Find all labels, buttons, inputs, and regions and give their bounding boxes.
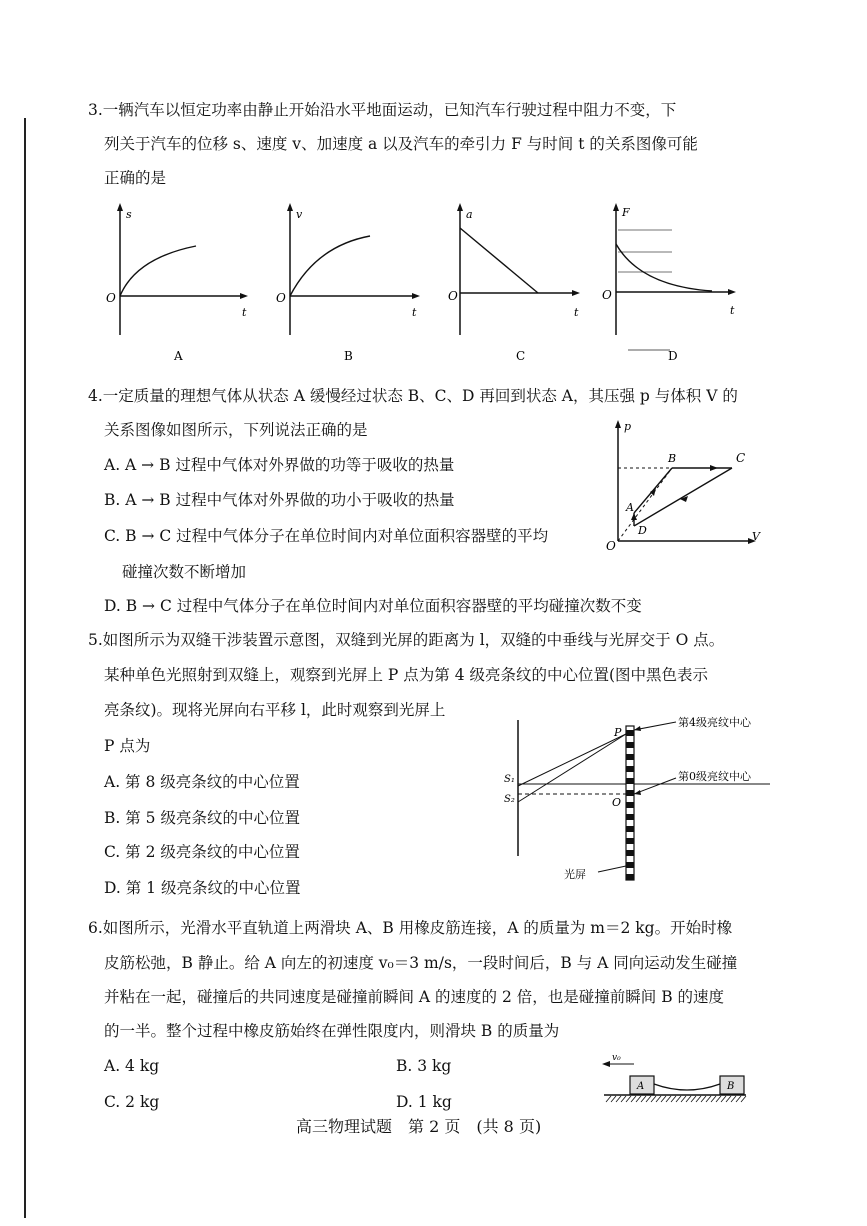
q5-label-4th: 第4级亮纹中心	[678, 716, 751, 729]
hatch-mark	[696, 1096, 701, 1102]
hatch-mark	[671, 1096, 676, 1102]
hatch-mark	[716, 1096, 721, 1102]
q3-graph-a	[96, 200, 266, 370]
q6-track-hatching	[606, 1096, 746, 1102]
hatch-mark	[646, 1096, 651, 1102]
q4-point-c: C	[736, 451, 746, 465]
page-footer: 高三物理试题 第 2 页 (共 8 页)	[296, 1117, 542, 1136]
q3-graph-c	[436, 200, 606, 370]
hatch-mark	[681, 1096, 686, 1102]
fringe-band	[626, 814, 634, 820]
fringe-band	[626, 790, 634, 796]
q5-stem-line3: 亮条纹)。现将光屏向右平移 l，此时观察到光屏上	[104, 701, 446, 719]
q3b-xaxis-label: t	[412, 306, 417, 319]
q5-option-b: B. 第 5 级亮条纹的中心位置	[104, 809, 300, 827]
q6-v0-label: v₀	[612, 1053, 621, 1063]
q3c-yaxis-label: a	[466, 208, 473, 221]
hatch-mark	[661, 1096, 666, 1102]
q6-option-b: B. 3 kg	[396, 1057, 452, 1075]
q3a-origin-label: O	[106, 291, 116, 305]
q3-stem-line3: 正确的是	[104, 169, 167, 187]
fringe-band	[626, 826, 634, 832]
q3c-letter: C	[516, 349, 526, 363]
q4-point-d: D	[638, 524, 647, 537]
q3c-xaxis-label: t	[574, 306, 579, 319]
hatch-mark	[636, 1096, 641, 1102]
q5-label-0th: 第0级亮纹中心	[678, 770, 751, 783]
q4-point-b: B	[668, 452, 677, 465]
q6-a-label: A	[637, 1081, 645, 1092]
q3a-letter: A	[174, 349, 183, 363]
q3d-letter: D	[668, 349, 678, 363]
q6-stem-line2: 皮筋松弛，B 静止。给 A 向左的初速度 v₀＝3 m/s，一段时间后，B 与 A 同向运动发生碰撞	[104, 954, 738, 972]
hatch-mark	[706, 1096, 711, 1102]
hatch-mark	[726, 1096, 731, 1102]
fringe-band	[626, 862, 634, 868]
q3-stem-line2: 列关于汽车的位移 s、速度 v、加速度 a 以及汽车的牵引力 F 与时间 t 的关系图像可能	[104, 135, 698, 153]
fringe-band	[626, 802, 634, 808]
hatch-mark	[631, 1096, 636, 1102]
q3a-xaxis-label: t	[242, 306, 247, 319]
q6-stem-line4: 的一半。整个过程中橡皮筋始终在弹性限度内，则滑块 B 的质量为	[104, 1022, 560, 1040]
hatch-mark	[611, 1096, 616, 1102]
hatch-mark	[691, 1096, 696, 1102]
q6-sliders-diagram	[590, 1050, 750, 1110]
q5-option-d: D. 第 1 级亮条纹的中心位置	[104, 879, 301, 897]
q5-screen-label: 光屏	[564, 868, 586, 881]
fringe-band	[626, 778, 634, 784]
fringe-band	[626, 874, 634, 880]
q3-graph-b	[266, 200, 436, 370]
q3a-yaxis-label: s	[126, 208, 132, 221]
hatch-mark	[651, 1096, 656, 1102]
q4-option-a: A. A → B 过程中气体对外界做的功等于吸收的热量	[104, 456, 455, 474]
q6-option-a: A. 4 kg	[104, 1057, 160, 1075]
hatch-mark	[741, 1096, 746, 1102]
q4-stem-line2: 关系图像如图所示，下列说法正确的是	[104, 421, 368, 439]
q3c-origin-label: O	[448, 289, 458, 303]
fringe-band	[626, 730, 634, 736]
q4-p-label: p	[624, 420, 632, 433]
q5-slit-s2: S₂	[504, 794, 515, 805]
hatch-mark	[686, 1096, 691, 1102]
q5-point-o: O	[612, 796, 622, 809]
fringe-band	[626, 838, 634, 844]
q3-stem-line1: 3.一辆汽车以恒定功率由静止开始沿水平地面运动，已知汽车行驶过程中阻力不变，下	[88, 101, 677, 119]
q5-option-a: A. 第 8 级亮条纹的中心位置	[104, 773, 300, 791]
hatch-mark	[731, 1096, 736, 1102]
q3b-letter: B	[344, 349, 353, 363]
q4-option-b: B. A → B 过程中气体对外界做的功小于吸收的热量	[104, 491, 455, 509]
q3-graph-d	[592, 200, 762, 370]
q5-option-c: C. 第 2 级亮条纹的中心位置	[104, 843, 300, 861]
hatch-mark	[711, 1096, 716, 1102]
q4-origin-label: O	[606, 539, 616, 553]
q5-stem-line2: 某种单色光照射到双缝上，观察到光屏上 P 点为第 4 级亮条纹的中心位置(图中黑色表示	[104, 666, 709, 684]
hatch-mark	[656, 1096, 661, 1102]
hatch-mark	[736, 1096, 741, 1102]
hatch-mark	[641, 1096, 646, 1102]
q4-point-a: A	[626, 501, 634, 514]
q5-stem-line1: 5.如图所示为双缝干涉装置示意图，双缝到光屏的距离为 l，双缝的中垂线与光屏交于 O 点。	[88, 631, 725, 649]
hatch-mark	[676, 1096, 681, 1102]
q6-b-label: B	[727, 1081, 735, 1092]
hatch-mark	[701, 1096, 706, 1102]
q3d-xaxis-label: t	[730, 304, 735, 317]
q6-stem-line3: 并粘在一起，碰撞后的共同速度是碰撞前瞬间 A 的速度的 2 倍，也是碰撞前瞬间 B 的速度	[104, 988, 725, 1006]
q6-option-d: D. 1 kg	[396, 1093, 452, 1111]
q4-option-c-cont: 碰撞次数不断增加	[122, 563, 247, 581]
hatch-mark	[621, 1096, 626, 1102]
q5-double-slit-diagram	[498, 716, 788, 886]
q4-v-label: V	[752, 530, 760, 543]
q4-stem-line1: 4.一定质量的理想气体从状态 A 缓慢经过状态 B、C、D 再回到状态 A，其压强 p 与体积 V 的	[88, 387, 738, 405]
q3b-origin-label: O	[276, 291, 286, 305]
q6-stem-line1: 6.如图所示，光滑水平直轨道上两滑块 A、B 用橡皮筋连接，A 的质量为 m＝2 kg。开始时橡	[88, 919, 733, 937]
hatch-mark	[666, 1096, 671, 1102]
binding-margin-line	[24, 118, 26, 1218]
q3d-origin-label: O	[602, 288, 612, 302]
q5-point-p: P	[614, 726, 622, 739]
q3d-yaxis-label: F	[622, 206, 630, 219]
fringe-band	[626, 850, 634, 856]
q4-option-c: C. B → C 过程中气体分子在单位时间内对单位面积容器壁的平均	[104, 527, 549, 545]
hatch-mark	[626, 1096, 631, 1102]
q6-rubber-band	[654, 1084, 720, 1090]
fringe-band	[626, 766, 634, 772]
hatch-mark	[721, 1096, 726, 1102]
fringe-band	[626, 742, 634, 748]
q5-stem-line4: P 点为	[104, 737, 151, 755]
q4-pv-diagram	[600, 416, 770, 556]
hatch-mark	[616, 1096, 621, 1102]
fringe-band	[626, 754, 634, 760]
q4-option-d: D. B → C 过程中气体分子在单位时间内对单位面积容器壁的平均碰撞次数不变	[104, 597, 642, 615]
hatch-mark	[606, 1096, 611, 1102]
q3b-yaxis-label: v	[296, 208, 303, 221]
q6-option-c: C. 2 kg	[104, 1093, 160, 1111]
q5-slit-s1: S₁	[504, 774, 515, 785]
